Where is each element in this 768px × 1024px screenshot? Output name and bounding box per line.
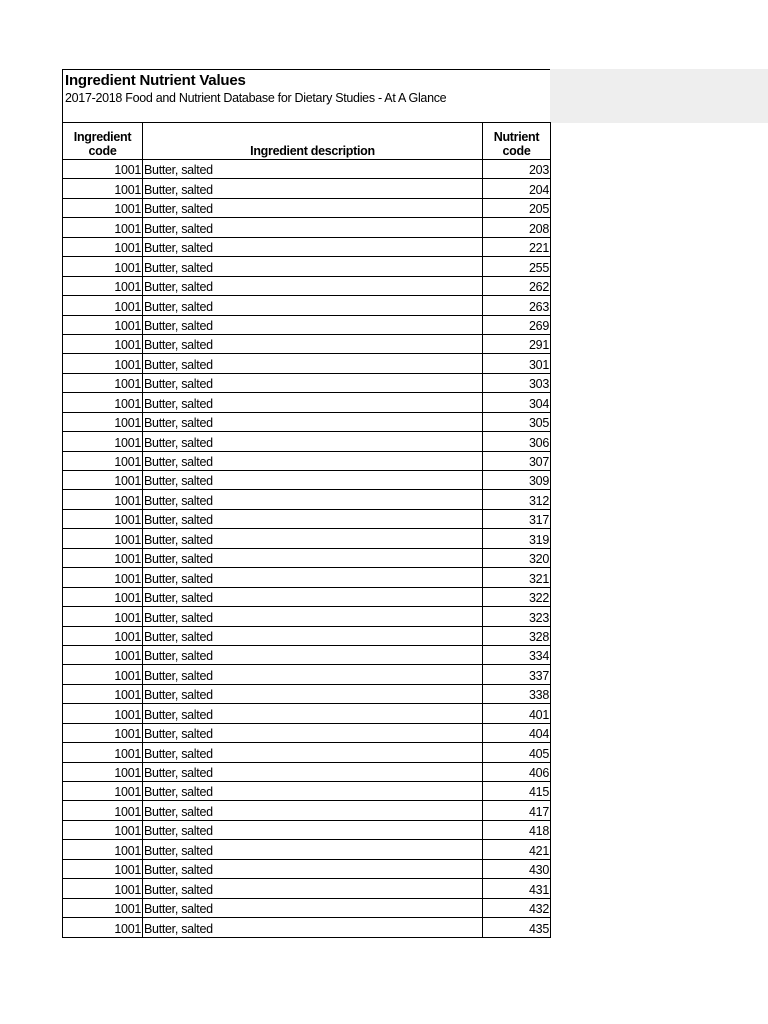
cell-nutrient-code: 321 xyxy=(483,568,551,587)
header-nutrient-code-line1: Nutrient xyxy=(493,130,540,144)
table-row xyxy=(63,568,551,587)
cell-ingredient-code: 1001 xyxy=(63,218,143,237)
cell-ingredient-code: 1001 xyxy=(63,626,143,645)
cell-ingredient-description: Butter, salted xyxy=(143,820,483,839)
cell-ingredient-description: Butter, salted xyxy=(143,859,483,878)
table-row xyxy=(63,723,551,742)
cell-nutrient-code: 305 xyxy=(483,412,551,431)
cell-nutrient-code: 435 xyxy=(483,918,551,937)
cell-ingredient-code: 1001 xyxy=(63,276,143,295)
cell-ingredient-code: 1001 xyxy=(63,801,143,820)
cell-ingredient-code: 1001 xyxy=(63,529,143,548)
table-row xyxy=(63,276,551,295)
cell-ingredient-code: 1001 xyxy=(63,257,143,276)
table-row xyxy=(63,587,551,606)
table-row xyxy=(63,257,551,276)
table-row xyxy=(63,743,551,762)
cell-ingredient-description: Butter, salted xyxy=(143,296,483,315)
table-row xyxy=(63,412,551,431)
table-header-row xyxy=(63,123,551,160)
cell-nutrient-code: 418 xyxy=(483,820,551,839)
cell-ingredient-code: 1001 xyxy=(63,237,143,256)
cell-ingredient-code: 1001 xyxy=(63,918,143,937)
table-row xyxy=(63,801,551,820)
cell-ingredient-code: 1001 xyxy=(63,373,143,392)
table-row xyxy=(63,218,551,237)
cell-nutrient-code: 320 xyxy=(483,548,551,567)
cell-nutrient-code: 263 xyxy=(483,296,551,315)
table-row xyxy=(63,509,551,528)
cell-ingredient-description: Butter, salted xyxy=(143,704,483,723)
table-row xyxy=(63,471,551,490)
table-row xyxy=(63,393,551,412)
cell-nutrient-code: 417 xyxy=(483,801,551,820)
cell-ingredient-code: 1001 xyxy=(63,451,143,470)
cell-ingredient-code: 1001 xyxy=(63,471,143,490)
cell-ingredient-code: 1001 xyxy=(63,160,143,179)
table-row xyxy=(63,451,551,470)
table-row xyxy=(63,529,551,548)
table-row xyxy=(63,879,551,898)
cell-nutrient-code: 204 xyxy=(483,179,551,198)
table-row xyxy=(63,179,551,198)
cell-nutrient-code: 432 xyxy=(483,898,551,917)
cell-nutrient-code: 430 xyxy=(483,859,551,878)
table-body xyxy=(63,160,551,938)
table-row xyxy=(63,237,551,256)
cell-nutrient-code: 306 xyxy=(483,432,551,451)
cell-ingredient-description: Butter, salted xyxy=(143,198,483,217)
cell-nutrient-code: 328 xyxy=(483,626,551,645)
cell-nutrient-code: 337 xyxy=(483,665,551,684)
cell-nutrient-code: 415 xyxy=(483,782,551,801)
cell-ingredient-description: Butter, salted xyxy=(143,801,483,820)
cell-nutrient-code: 334 xyxy=(483,645,551,664)
cell-nutrient-code: 205 xyxy=(483,198,551,217)
cell-ingredient-description: Butter, salted xyxy=(143,684,483,703)
cell-ingredient-code: 1001 xyxy=(63,898,143,917)
table-row xyxy=(63,840,551,859)
cell-ingredient-code: 1001 xyxy=(63,198,143,217)
header-nutrient-code xyxy=(483,123,551,160)
cell-ingredient-code: 1001 xyxy=(63,762,143,781)
cell-nutrient-code: 431 xyxy=(483,879,551,898)
cell-ingredient-description: Butter, salted xyxy=(143,160,483,179)
cell-ingredient-description: Butter, salted xyxy=(143,179,483,198)
cell-nutrient-code: 404 xyxy=(483,723,551,742)
table-row xyxy=(63,626,551,645)
cell-ingredient-code: 1001 xyxy=(63,665,143,684)
header-ingredient-description: Ingredient description xyxy=(143,123,483,160)
cell-ingredient-description: Butter, salted xyxy=(143,743,483,762)
cell-ingredient-description: Butter, salted xyxy=(143,218,483,237)
cell-ingredient-description: Butter, salted xyxy=(143,879,483,898)
cell-nutrient-code: 301 xyxy=(483,354,551,373)
cell-nutrient-code: 303 xyxy=(483,373,551,392)
cell-nutrient-code: 304 xyxy=(483,393,551,412)
table-row xyxy=(63,334,551,353)
cell-ingredient-code: 1001 xyxy=(63,782,143,801)
cell-ingredient-code: 1001 xyxy=(63,412,143,431)
cell-nutrient-code: 406 xyxy=(483,762,551,781)
table-row xyxy=(63,607,551,626)
cell-nutrient-code: 338 xyxy=(483,684,551,703)
header-ingredient-code-line1: Ingredient xyxy=(73,130,132,144)
cell-ingredient-description: Butter, salted xyxy=(143,334,483,353)
cell-nutrient-code: 203 xyxy=(483,160,551,179)
cell-ingredient-code: 1001 xyxy=(63,179,143,198)
cell-ingredient-description: Butter, salted xyxy=(143,548,483,567)
table-row xyxy=(63,684,551,703)
table-row xyxy=(63,762,551,781)
cell-ingredient-code: 1001 xyxy=(63,432,143,451)
table-row xyxy=(63,898,551,917)
header-band xyxy=(550,69,768,123)
table-row xyxy=(63,704,551,723)
header-ingredient-code xyxy=(63,123,143,160)
sheet xyxy=(62,69,550,938)
cell-ingredient-description: Butter, salted xyxy=(143,898,483,917)
cell-ingredient-description: Butter, salted xyxy=(143,665,483,684)
cell-ingredient-code: 1001 xyxy=(63,723,143,742)
cell-ingredient-description: Butter, salted xyxy=(143,237,483,256)
cell-ingredient-code: 1001 xyxy=(63,840,143,859)
cell-ingredient-code: 1001 xyxy=(63,684,143,703)
table-row xyxy=(63,665,551,684)
cell-nutrient-code: 307 xyxy=(483,451,551,470)
cell-nutrient-code: 312 xyxy=(483,490,551,509)
cell-ingredient-description: Butter, salted xyxy=(143,412,483,431)
cell-ingredient-description: Butter, salted xyxy=(143,568,483,587)
cell-ingredient-description: Butter, salted xyxy=(143,354,483,373)
cell-nutrient-code: 317 xyxy=(483,509,551,528)
header-nutrient-code-line2: code xyxy=(502,144,531,158)
cell-ingredient-description: Butter, salted xyxy=(143,840,483,859)
nutrient-table xyxy=(62,122,551,938)
table-row xyxy=(63,354,551,373)
cell-nutrient-code: 291 xyxy=(483,334,551,353)
cell-ingredient-description: Butter, salted xyxy=(143,918,483,937)
cell-nutrient-code: 319 xyxy=(483,529,551,548)
cell-ingredient-description: Butter, salted xyxy=(143,626,483,645)
cell-ingredient-description: Butter, salted xyxy=(143,529,483,548)
title-block xyxy=(62,69,550,122)
table-row xyxy=(63,490,551,509)
table-row xyxy=(63,782,551,801)
cell-ingredient-description: Butter, salted xyxy=(143,432,483,451)
cell-ingredient-code: 1001 xyxy=(63,587,143,606)
table-row xyxy=(63,296,551,315)
cell-nutrient-code: 322 xyxy=(483,587,551,606)
table-row xyxy=(63,918,551,937)
cell-ingredient-code: 1001 xyxy=(63,315,143,334)
cell-ingredient-description: Butter, salted xyxy=(143,723,483,742)
header-ingredient-code-line2: code xyxy=(88,144,117,158)
cell-nutrient-code: 401 xyxy=(483,704,551,723)
cell-ingredient-code: 1001 xyxy=(63,704,143,723)
cell-ingredient-description: Butter, salted xyxy=(143,315,483,334)
cell-ingredient-code: 1001 xyxy=(63,354,143,373)
cell-ingredient-description: Butter, salted xyxy=(143,762,483,781)
cell-ingredient-code: 1001 xyxy=(63,334,143,353)
cell-nutrient-code: 421 xyxy=(483,840,551,859)
table-row xyxy=(63,645,551,664)
cell-nutrient-code: 309 xyxy=(483,471,551,490)
document-title: Ingredient Nutrient Values xyxy=(65,72,246,89)
cell-ingredient-description: Butter, salted xyxy=(143,257,483,276)
cell-ingredient-description: Butter, salted xyxy=(143,587,483,606)
cell-nutrient-code: 323 xyxy=(483,607,551,626)
table-row xyxy=(63,315,551,334)
cell-ingredient-code: 1001 xyxy=(63,859,143,878)
table-row xyxy=(63,820,551,839)
cell-ingredient-code: 1001 xyxy=(63,820,143,839)
cell-ingredient-code: 1001 xyxy=(63,509,143,528)
cell-ingredient-code: 1001 xyxy=(63,296,143,315)
cell-nutrient-code: 262 xyxy=(483,276,551,295)
cell-ingredient-description: Butter, salted xyxy=(143,276,483,295)
cell-ingredient-code: 1001 xyxy=(63,743,143,762)
table-row xyxy=(63,859,551,878)
cell-ingredient-description: Butter, salted xyxy=(143,509,483,528)
table-row xyxy=(63,548,551,567)
cell-ingredient-code: 1001 xyxy=(63,393,143,412)
table-row xyxy=(63,198,551,217)
cell-nutrient-code: 255 xyxy=(483,257,551,276)
cell-ingredient-code: 1001 xyxy=(63,607,143,626)
cell-nutrient-code: 221 xyxy=(483,237,551,256)
document-subtitle: 2017-2018 Food and Nutrient Database for Dietary Studies - At A Glance xyxy=(65,91,447,105)
cell-ingredient-description: Butter, salted xyxy=(143,607,483,626)
cell-ingredient-description: Butter, salted xyxy=(143,451,483,470)
cell-ingredient-description: Butter, salted xyxy=(143,490,483,509)
cell-ingredient-code: 1001 xyxy=(63,568,143,587)
cell-ingredient-code: 1001 xyxy=(63,879,143,898)
cell-ingredient-code: 1001 xyxy=(63,490,143,509)
cell-ingredient-description: Butter, salted xyxy=(143,393,483,412)
cell-ingredient-description: Butter, salted xyxy=(143,782,483,801)
cell-ingredient-description: Butter, salted xyxy=(143,645,483,664)
cell-ingredient-description: Butter, salted xyxy=(143,471,483,490)
cell-nutrient-code: 405 xyxy=(483,743,551,762)
cell-nutrient-code: 208 xyxy=(483,218,551,237)
cell-ingredient-code: 1001 xyxy=(63,645,143,664)
table-row xyxy=(63,432,551,451)
table-row xyxy=(63,160,551,179)
cell-nutrient-code: 269 xyxy=(483,315,551,334)
cell-ingredient-description: Butter, salted xyxy=(143,373,483,392)
cell-ingredient-code: 1001 xyxy=(63,548,143,567)
table-row xyxy=(63,373,551,392)
